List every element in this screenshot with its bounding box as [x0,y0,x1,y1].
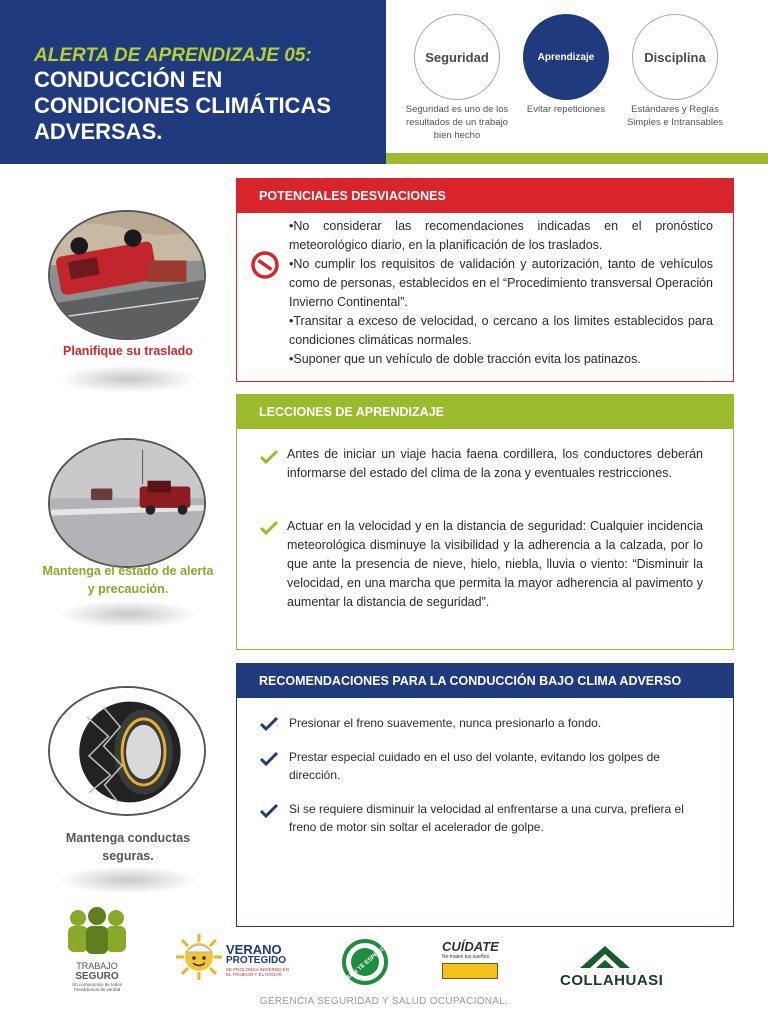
photo-shadow [58,600,198,628]
lesson-item: Antes de iniciar un viaje hacia faena cordillera, los conductores deberán informarse del estado del clima de la zona y eventuales restricciones. [287,447,703,480]
logo-aun-te-espero [342,939,388,985]
footer-department: GERENCIA SEGURIDAD Y SALUD OCUPACIONAL. [259,996,509,1007]
header-divider-blue [0,153,386,164]
logo-trabajo-seguro [64,904,130,992]
logo-text: VERANO [226,942,282,957]
recommendation-item: Prestar especial cuidado en el uso del volante, evitando los golpes de dirección. [289,750,660,782]
check-icon [259,751,279,767]
caption-plan-trip: Planifique su traslado [63,344,193,358]
panel-recommendations [236,663,734,927]
logo-verano-protegido [174,932,290,984]
check-icon [259,520,279,536]
photo-shadow [58,365,198,393]
badge-icon [342,939,388,985]
pill-caption-aprendizaje: Evitar repeticiones [526,104,606,115]
pill-caption-disciplina: Estándares y Reglas Simples e Intransables [626,104,724,128]
panel-deviations-title: POTENCIALES DESVIACIONES [237,179,733,213]
panel-lessons [236,394,734,650]
deviation-item: •No considerar las recomendaciones indicadas en el pronóstico meteorológico diario, en la planificación de los traslados. [289,219,713,252]
deviation-item: •Transitar a exceso de velocidad, o cercano a los limites establecidos para condiciones climáticas normales. [289,314,713,347]
logo-text: PROTEGIDO [226,955,287,966]
deviation-item: •Suponer que un vehículo de doble tracción evita los patinazos. [289,352,641,366]
caption-stay-alert: Mantenga el estado de alerta y precaución. [42,564,214,596]
pill-disciplina: Disciplina [632,14,718,100]
logo-text: Prevámonos de verdad [73,987,121,992]
recommendation-item: Si se requiere disminuir la velocidad al enfrentarse a una curva, prefiera el freno de motor sin soltar el acelerador de golpe. [289,802,684,834]
header-banner [0,0,386,153]
check-icon [259,803,279,819]
workers-icon [64,904,130,956]
photo-overturned-truck [48,210,206,340]
logo-cuidate [442,940,502,986]
logo-text: TRABAJO [76,961,118,971]
alert-kicker: ALERTA DE APRENDIZAJE 05: [34,45,312,66]
photo-shadow [58,866,198,894]
logo-stripe [442,963,498,979]
recommendation-item: Presionar el freno suavemente, nunca presionarlo a fondo. [289,716,602,730]
logo-text: AÚN TE ESPERO [345,945,387,982]
logo-collahuasi [560,944,702,989]
lesson-item: Actuar en la velocidad y en la distancia de seguridad: Cualquier incidencia meteorológica disminuye la visibilidad y la adherencia a la calzada, por lo que ante la presencia de nieve, hielo, niebla, lluvia o viento: “Disminuir la velocidad, en una marcha que permita la mayor adherencia al pavimento y aumentar la distancia de seguridad”. [287,519,703,609]
logo-text: SEGURO [75,971,119,982]
pill-aprendizaje: Aprendizaje [523,14,609,100]
panel-deviations [236,178,734,382]
check-icon [259,449,279,465]
caption-safe-conduct: Mantenga conductas seguras. [65,831,191,863]
logo-text: CUÍDATE [442,939,499,954]
check-icon [259,716,279,732]
deviation-item: •No cumplir los requisitos de validación y autorización, tanto de vehículos como de personas, establecidos en el “Procedimiento transversal Operación Invierno Continental”. [289,257,713,309]
logo-text: No mates tus sueños [442,954,489,960]
photo-tire-chains [48,686,206,816]
deviations-list [289,217,713,369]
photo-foggy-road [48,438,206,568]
logo-text: SE PROLONGA INVIERNO EN EL TRABAJO Y EL HOGAR [226,967,290,977]
pill-seguridad: Seguridad [414,14,500,100]
prohibited-icon [251,251,279,279]
mountain-icon [560,944,702,968]
logo-text: Un compromiso de todos [71,982,123,987]
panel-recommendations-title: RECOMENDACIONES PARA LA CONDUCCIÓN BAJO CLIMA ADVERSO [237,664,733,698]
pill-caption-seguridad: Seguridad es uno de los resultados de un trabajo bien hecho [405,104,509,141]
page-title: CONDUCCIÓN EN CONDICIONES CLIMÁTICAS ADVERSAS. [34,67,331,144]
panel-lessons-title: LECCIONES DE APRENDIZAJE [237,395,733,429]
sun-icon [174,932,224,982]
logo-text: COLLAHUASI [560,972,664,989]
